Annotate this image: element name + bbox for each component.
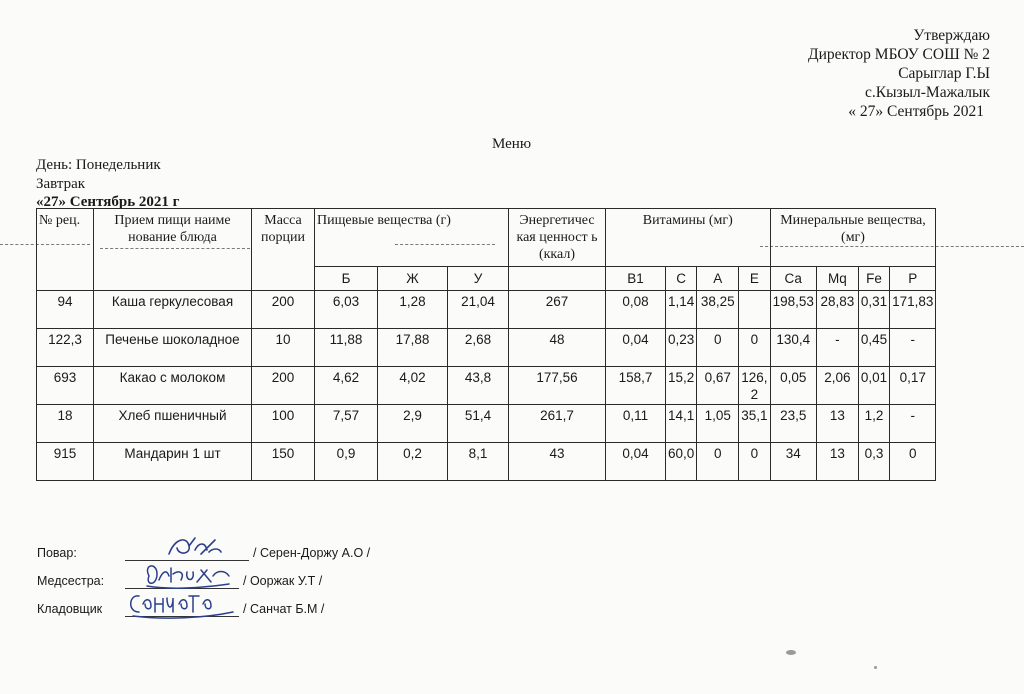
cell-fat: 2,9: [378, 405, 448, 443]
cell-mg: -: [816, 329, 858, 367]
cell-mass: 100: [252, 405, 315, 443]
approval-label: Утверждаю: [913, 27, 990, 44]
cell-protein: 0,9: [315, 443, 378, 481]
subheader-cell: Б: [315, 267, 378, 291]
cell-a: 0,67: [697, 367, 739, 405]
subheader-cell: Ж: [378, 267, 448, 291]
signature-role: Медсестра:: [37, 574, 105, 588]
cell-dish: Какао с молоком: [94, 367, 252, 405]
cell-ca: 34: [770, 443, 816, 481]
header-energy: Энергетичес кая ценност ь (ккал): [509, 209, 606, 267]
cell-fe: 0,01: [858, 367, 889, 405]
cell-ca: 23,5: [770, 405, 816, 443]
cell-p: -: [890, 405, 936, 443]
cell-p: 0,17: [890, 367, 936, 405]
cell-e: 0: [739, 329, 770, 367]
signature-name: / Ооржак У.Т /: [243, 574, 323, 588]
cell-b1: 0,04: [606, 329, 666, 367]
cell-carbs: 2,68: [448, 329, 509, 367]
cell-mass: 10: [252, 329, 315, 367]
approval-position: Директор МБОУ СОШ № 2: [808, 46, 990, 63]
cell-mg: 28,83: [816, 291, 858, 329]
table-row: [37, 443, 936, 481]
subheader-empty: [509, 267, 606, 291]
cell-fat: 17,88: [378, 329, 448, 367]
cell-mg: 13: [816, 405, 858, 443]
cell-mg: 13: [816, 443, 858, 481]
cell-ca: 0,05: [770, 367, 816, 405]
cell-b1: 158,7: [606, 367, 666, 405]
cell-energy: 177,56: [509, 367, 606, 405]
menu-table: [36, 208, 936, 481]
cell-protein: 4,62: [315, 367, 378, 405]
subheader-cell: Са: [770, 267, 816, 291]
cell-recipe: 94: [37, 291, 94, 329]
cell-recipe: 18: [37, 405, 94, 443]
approval-block: [808, 26, 990, 121]
cell-carbs: 51,4: [448, 405, 509, 443]
cell-e: 35,1: [739, 405, 770, 443]
cell-c: 0,23: [666, 329, 697, 367]
cell-recipe: 693: [37, 367, 94, 405]
signature-name: / Серен-Доржу А.О /: [253, 546, 371, 560]
subheader-cell: Р: [890, 267, 936, 291]
approval-village: с.Кызыл-Мажалык: [864, 84, 990, 101]
table-row: [37, 405, 936, 443]
menu-day: День: Понедельник: [36, 157, 161, 173]
cell-c: 60,0: [666, 443, 697, 481]
cell-dish: Печенье шоколадное: [94, 329, 252, 367]
signature-name: / Санчат Б.М /: [243, 602, 325, 616]
menu-date: «27» Сентябрь 2021 г: [36, 194, 180, 210]
table-header-row: [37, 209, 936, 267]
cell-fat: 1,28: [378, 291, 448, 329]
cell-carbs: 43,8: [448, 367, 509, 405]
cell-energy: 261,7: [509, 405, 606, 443]
cell-e: 0: [739, 443, 770, 481]
cell-carbs: 8,1: [448, 443, 509, 481]
cell-a: 0: [697, 443, 739, 481]
subheader-cell: Fe: [858, 267, 889, 291]
signature-line: [125, 560, 249, 561]
header-dish: Прием пищи наиме нование блюда: [94, 209, 252, 291]
header-minerals: Минеральные вещества, (мг): [770, 209, 936, 267]
cell-fe: 0,31: [858, 291, 889, 329]
scan-speck: [786, 650, 796, 655]
cell-protein: 6,03: [315, 291, 378, 329]
menu-meal: Завтрак: [36, 175, 86, 192]
subheader-cell: В1: [606, 267, 666, 291]
cell-ca: 198,53: [770, 291, 816, 329]
cell-c: 1,14: [666, 291, 697, 329]
header-nutrients: Пищевые вещества (г): [315, 209, 509, 267]
approval-date: « 27» Сентябрь 2021: [848, 103, 984, 120]
cell-p: 0: [890, 443, 936, 481]
cell-fe: 1,2: [858, 405, 889, 443]
cell-dish: Мандарин 1 шт: [94, 443, 252, 481]
scan-speck: [874, 666, 877, 669]
signature-role: Повар:: [37, 546, 77, 560]
signature-role: Кладовщик: [37, 602, 103, 616]
cell-a: 0: [697, 329, 739, 367]
subheader-cell: С: [666, 267, 697, 291]
cell-c: 15,2: [666, 367, 697, 405]
approval-person: Сарыглар Г.Ы: [898, 65, 990, 82]
cell-recipe: 122,3: [37, 329, 94, 367]
document-title: Меню: [492, 136, 532, 152]
header-vitamins: Витамины (мг): [606, 209, 771, 267]
header-recipe: № рец.: [37, 209, 94, 291]
cell-recipe: 915: [37, 443, 94, 481]
cell-b1: 0,08: [606, 291, 666, 329]
subheader-cell: Е: [739, 267, 770, 291]
cell-a: 38,25: [697, 291, 739, 329]
cell-energy: 43: [509, 443, 606, 481]
cell-b1: 0,04: [606, 443, 666, 481]
cell-e: [739, 291, 770, 329]
cell-dish: Хлеб пшеничный: [94, 405, 252, 443]
table-row: [37, 291, 936, 329]
cell-b1: 0,11: [606, 405, 666, 443]
subheader-cell: У: [448, 267, 509, 291]
cell-fat: 4,02: [378, 367, 448, 405]
cell-mass: 150: [252, 443, 315, 481]
table-row: [37, 329, 936, 367]
cell-mg: 2,06: [816, 367, 858, 405]
cell-energy: 267: [509, 291, 606, 329]
cell-a: 1,05: [697, 405, 739, 443]
cell-fe: 0,3: [858, 443, 889, 481]
cell-dish: Каша геркулесовая: [94, 291, 252, 329]
handwritten-signature: [125, 588, 237, 622]
table-row: [37, 367, 936, 405]
subheader-cell: А: [697, 267, 739, 291]
cell-p: -: [890, 329, 936, 367]
cell-carbs: 21,04: [448, 291, 509, 329]
cell-fat: 0,2: [378, 443, 448, 481]
cell-e: 126, 2: [739, 367, 770, 405]
handwritten-signature: [165, 534, 225, 560]
cell-protein: 11,88: [315, 329, 378, 367]
cell-mass: 200: [252, 291, 315, 329]
menu-meta: [36, 156, 179, 212]
cell-mass: 200: [252, 367, 315, 405]
cell-fe: 0,45: [858, 329, 889, 367]
cell-p: 171,83: [890, 291, 936, 329]
cell-ca: 130,4: [770, 329, 816, 367]
cell-energy: 48: [509, 329, 606, 367]
header-mass: Масса порции: [252, 209, 315, 291]
cell-c: 14,1: [666, 405, 697, 443]
cell-protein: 7,57: [315, 405, 378, 443]
subheader-cell: Мq: [816, 267, 858, 291]
